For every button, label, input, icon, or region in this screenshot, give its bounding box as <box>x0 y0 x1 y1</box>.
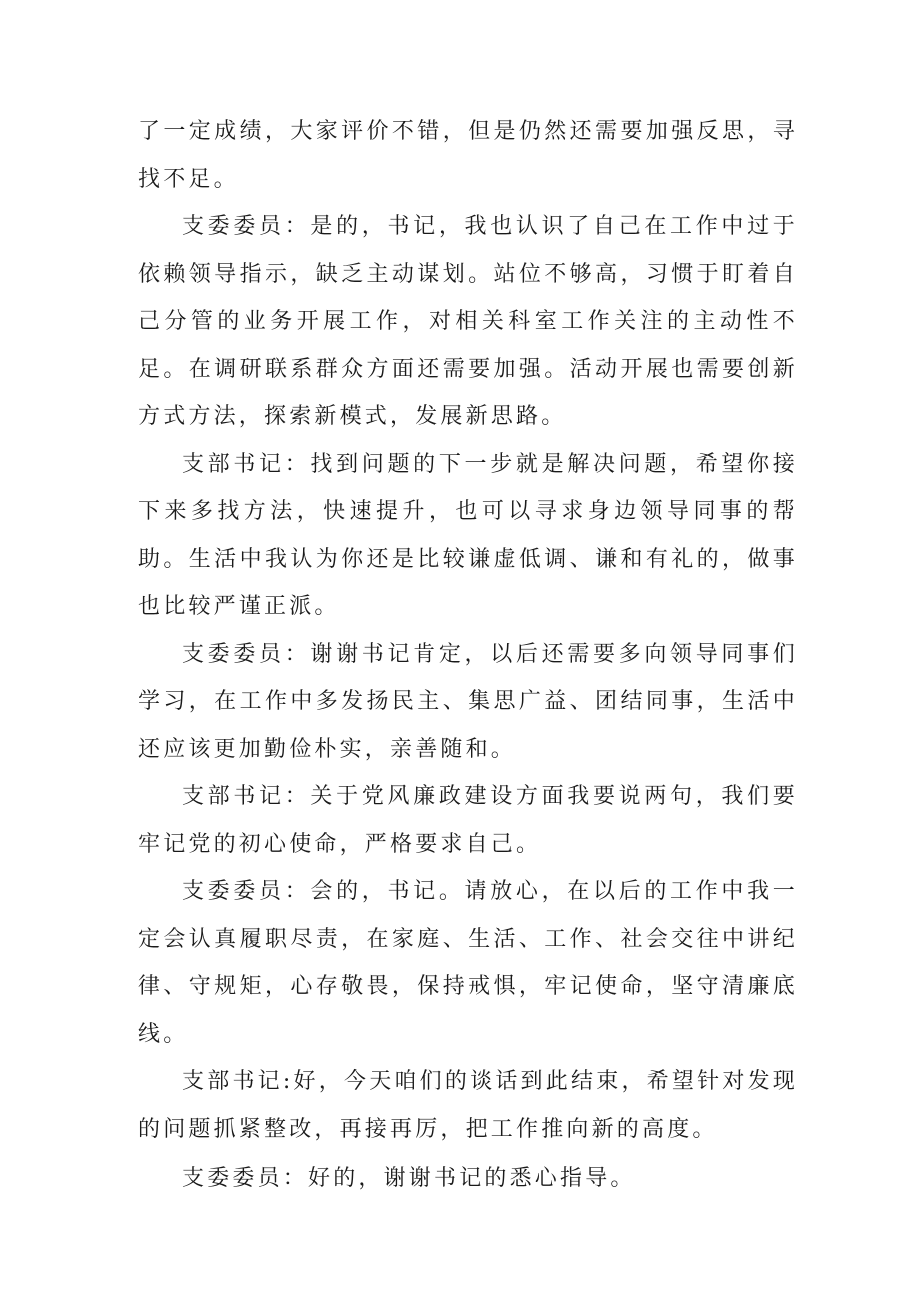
paragraph-committee-member-commitment: 支委委员：会的，书记。请放心，在以后的工作中我一定会认真履职尽责，在家庭、生活、工作、社会交往中讲纪律、守规矩，心存敬畏，保持戒惧，牢记使命，坚守清廉底线。 <box>138 879 798 1047</box>
paragraph-committee-member-reflection: 支委委员：是的，书记，我也认识了自己在工作中过于依赖领导指示，缺乏主动谋划。站位不够高，习惯于盯着自己分管的业务开展工作，对相关科室工作关注的主动性不足。在调研联系群众方面还需要加强。活动开展也需要创新方式方法，探索新模式，发展新思路。 <box>138 214 798 429</box>
paragraph-secretary-advice: 支部书记：找到问题的下一步就是解决问题，希望你接下来多找方法，快速提升，也可以寻求身边领导同事的帮助。生活中我认为你还是比较谦虚低调、谦和有礼的，做事也比较严谨正派。 <box>138 451 798 619</box>
paragraph-continuation: 了一定成绩，大家评价不错，但是仍然还需要加强反思，寻找不足。 <box>138 119 798 192</box>
document-body <box>138 108 798 1203</box>
paragraph-secretary-integrity: 支部书记：关于党风廉政建设方面我要说两句，我们要牢记党的初心使命，严格要求自己。 <box>138 784 798 857</box>
paragraph-committee-member-thanks: 支委委员：谢谢书记肯定，以后还需要多向领导同事们学习，在工作中多发扬民主、集思广益、团结同事，生活中还应该更加勤俭朴实，亲善随和。 <box>138 641 798 762</box>
paragraph-secretary-closing: 支部书记:好，今天咱们的谈话到此结束，希望针对发现的问题抓紧整改，再接再厉，把工作推向新的高度。 <box>138 1069 798 1142</box>
paragraph-committee-member-final: 支委委员：好的，谢谢书记的悉心指导。 <box>182 1166 636 1191</box>
